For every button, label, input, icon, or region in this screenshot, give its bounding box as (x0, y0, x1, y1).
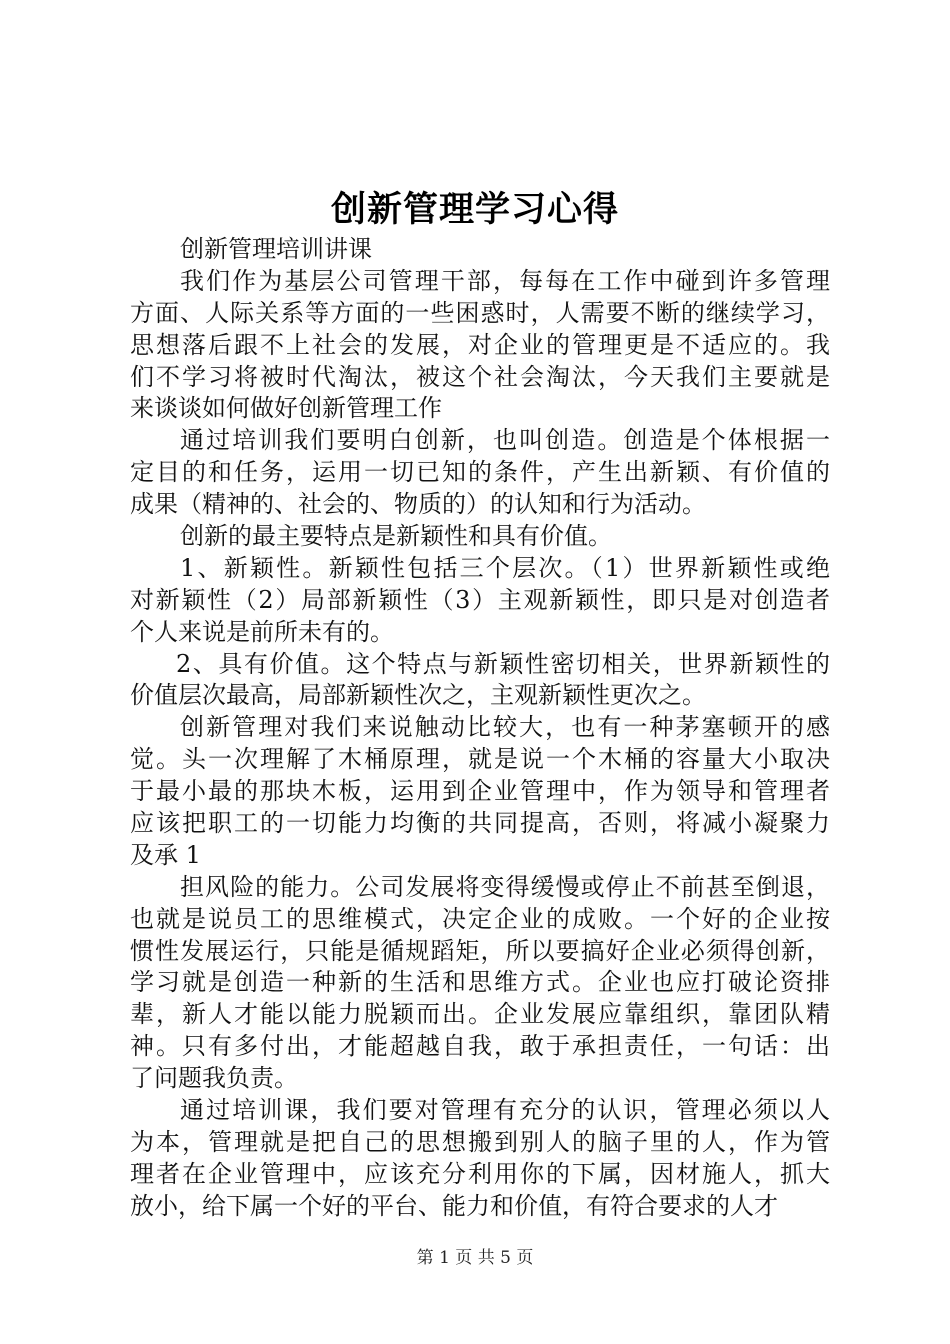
text-line: 了问题我负责。 (130, 1064, 298, 1093)
text-line: 理者在企业管理中，应该充分利用你的下属，因材施人，抓大 (130, 1159, 830, 1188)
text-line: 成果（精神的、社会的、物质的）的认知和行为活动。 (130, 490, 706, 519)
text-line: 1、新颖性。新颖性包括三个层次。（1）世界新颖性或绝 (180, 553, 830, 582)
text-line: 价值层次最高，局部新颖性次之，主观新颖性更次之。 (130, 681, 706, 710)
text-line: 通过培训课，我们要对管理有充分的认识，管理必须以人 (180, 1096, 830, 1125)
text-line: 于最小最的那块木板，运用到企业管理中，作为领导和管理者 (130, 777, 830, 806)
text-line: 觉。头一次理解了木桶原理，就是说一个木桶的容量大小取决 (130, 745, 830, 774)
paragraph (130, 234, 830, 266)
text-line: 对新颖性（2）局部新颖性（3）主观新颖性，即只是对创造者 (130, 585, 830, 614)
paragraph (130, 425, 830, 521)
paragraph (130, 521, 830, 553)
paragraph (130, 649, 830, 713)
text-line: 思想落后跟不上社会的发展，对企业的管理更是不适应的。我 (130, 330, 830, 359)
text-line: 辈，新人才能以能力脱颖而出。企业发展应靠组织，靠团队精 (130, 1000, 830, 1029)
text-line: 们不学习将被时代淘汰，被这个社会淘汰，今天我们主要就是 (130, 362, 830, 391)
text-line: 神。只有多付出，才能超越自我，敢于承担责任，一句话：出 (130, 1032, 830, 1061)
text-line: 通过培训我们要明白创新，也叫创造。创造是个体根据一 (180, 426, 830, 455)
text-line: 2、具有价值。这个特点与新颖性密切相关，世界新颖性的 (176, 649, 830, 678)
document-body (130, 234, 830, 1223)
text-line: 来谈谈如何做好创新管理工作 (130, 394, 442, 423)
text-line: 应该把职工的一切能力均衡的共同提高，否则，将减小凝聚力 (130, 809, 830, 838)
text-line: 我们作为基层公司管理干部，每每在工作中碰到许多管理 (180, 266, 830, 295)
text-line: 放小，给下属一个好的平台、能力和价值，有符合要求的人才 (130, 1191, 778, 1220)
paragraph (130, 266, 830, 425)
text-line: 创新管理对我们来说触动比较大，也有一种茅塞顿开的感 (180, 713, 830, 742)
text-line: 学习就是创造一种新的生活和思维方式。企业也应打破论资排 (130, 968, 830, 997)
paragraph (130, 872, 830, 1095)
text-line: 及承 1 (130, 840, 201, 869)
text-line: 创新的最主要特点是新颖性和具有价值。 (180, 522, 612, 551)
document-title: 创新管理学习心得 (330, 190, 619, 230)
paragraph (130, 553, 830, 649)
text-line: 也就是说员工的思维模式，决定企业的成败。一个好的企业按 (130, 904, 830, 933)
paragraph (130, 1095, 830, 1223)
text-line: 方面、人际关系等方面的一些困惑时，人需要不断的继续学习， (130, 298, 830, 327)
text-line: 个人来说是前所未有的。 (130, 617, 394, 646)
text-line: 担风险的能力。公司发展将变得缓慢或停止不前甚至倒退， (180, 872, 830, 901)
text-line: 创新管理培训讲课 (180, 235, 372, 263)
text-line: 为本，管理就是把自己的思想搬到别人的脑子里的人，作为管 (130, 1127, 830, 1156)
text-line: 定目的和任务，运用一切已知的条件，产生出新颖、有价值的 (130, 458, 830, 487)
page-footer: 第 1 页 共 5 页 (416, 1248, 534, 1268)
paragraph (130, 712, 830, 871)
text-line: 惯性发展运行，只能是循规蹈矩，所以要搞好企业必须得创新， (130, 936, 830, 965)
